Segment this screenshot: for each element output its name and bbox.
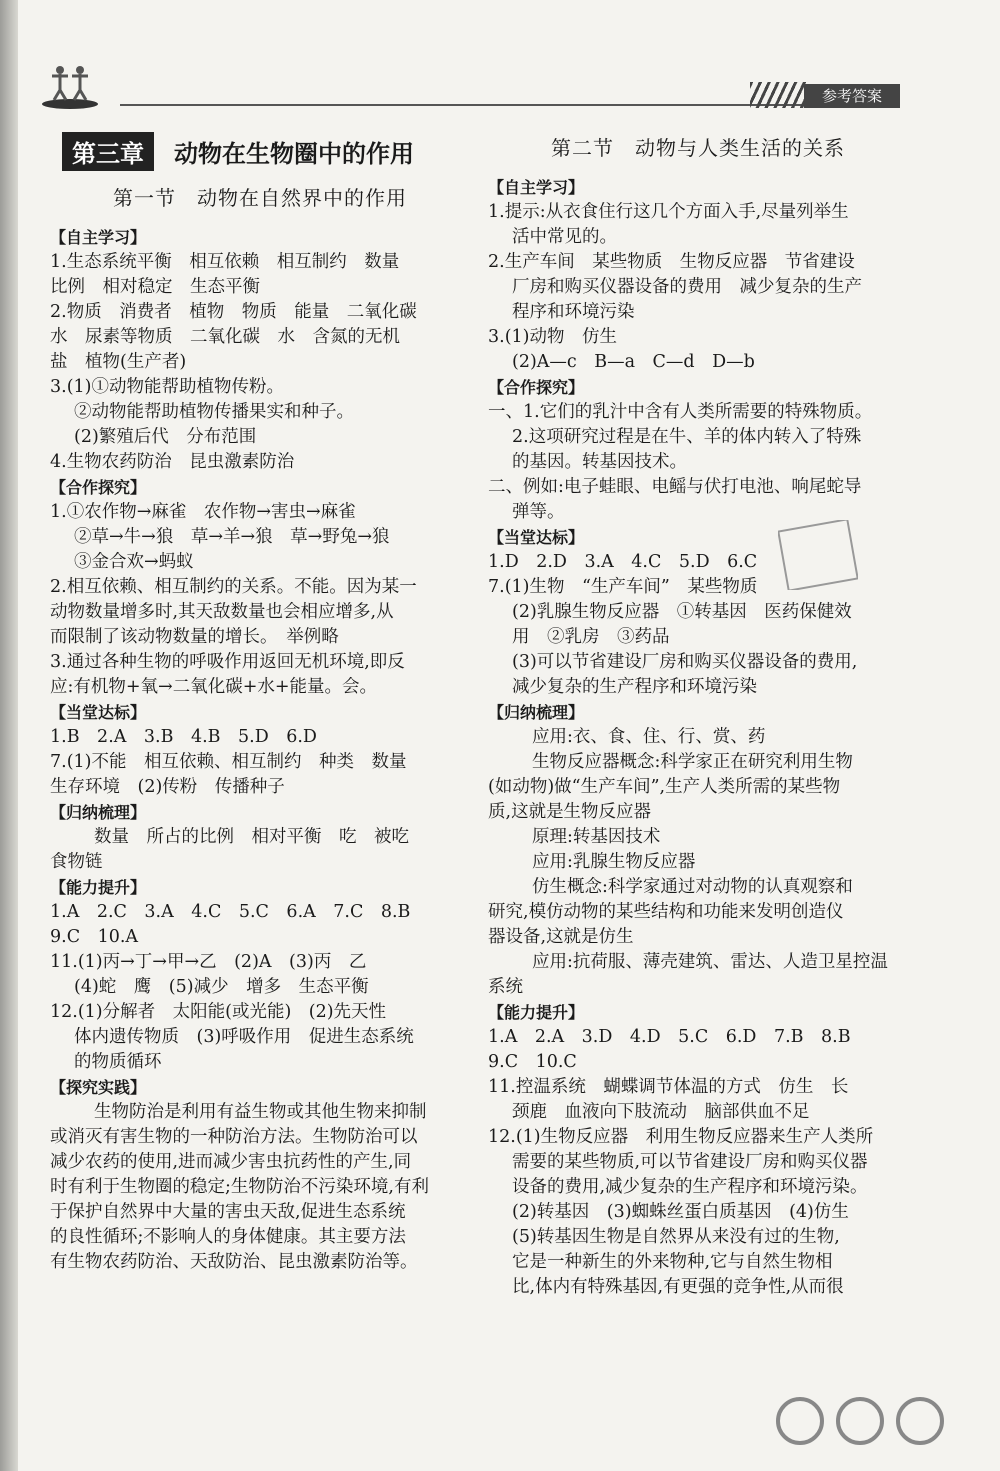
answer-line: ③金合欢→蚂蚁 [74,552,194,572]
answer-line: 2.生产车间 某些物质 生物反应器 节省建设 [488,252,855,272]
answer-line: ②草→牛→狼 草→羊→狼 草→野兔→狼 [74,527,390,547]
section-title: 第一节 动物在自然界中的作用 [113,186,407,210]
answer-line: 有生物农药防治、天敌防治、昆虫激素防治等。 [50,1252,418,1272]
answer-line: (2)繁殖后代 分布范围 [74,427,257,447]
answer-line: (3)可以节省建设厂房和购买仪器设备的费用, [512,652,858,672]
answer-line: 它是一种新生的外来物种,它与自然生物相 [512,1252,833,1272]
answer-line: (5)转基因生物是自然界从来没有过的生物, [512,1227,840,1247]
answer-line: (4)蛇 鹰 (5)减少 增多 生态平衡 [74,977,369,997]
header-stripes [750,82,810,108]
subsection-heading: 【自主学习】 [488,178,585,197]
answer-line: 比,体内有特殊基因,有更强的竞争性,从而很 [512,1277,844,1297]
answer-line: 而限制了该动物数量的增长。 举例略 [50,627,339,647]
answer-line: 研究,模仿动物的某些结构和功能来发明创造仪 [488,902,844,922]
answer-line: 应用:乳腺生物反应器 [532,852,696,872]
answer-line: 2.相互依赖、相互制约的关系。不能。因为某一 [50,577,417,597]
answer-line: 1.A 2.C 3.A 4.C 5.C 6.A 7.C 8.B [50,902,411,922]
chapter-title: 动物在生物圈中的作用 [174,139,414,168]
answer-line: 活中常见的。 [512,227,617,247]
homework-stamp-icon [778,520,858,590]
answer-line: 11.控温系统 蝴蝶调节体温的方式 仿生 长 [488,1077,849,1097]
subsection-heading: 【当堂达标】 [488,528,585,547]
subsection-heading: 【自主学习】 [50,228,147,247]
answer-line: 的基因。转基因技术。 [512,452,687,472]
answer-line: 减少农药的使用,进而减少害虫抗药性的产生,同 [50,1152,412,1172]
answer-line: 9.C 10.C [488,1052,577,1072]
answer-line: 用 ②乳房 ③药品 [512,627,670,647]
answer-line: 7.(1)不能 相互依赖、相互制约 种类 数量 [50,752,407,772]
chapter-number: 第三章 [62,132,154,171]
answer-line: 颈鹿 血液向下肢流动 脑部供血不足 [512,1102,810,1122]
subsection-heading: 【归纳梳理】 [50,803,147,822]
answer-line: 9.C 10.A [50,927,139,947]
answer-line: 原理:转基因技术 [532,827,661,847]
answer-line: 的物质循环 [74,1052,162,1072]
answer-line: 7.(1)生物 “生产车间” 某些物质 [488,577,758,597]
answer-line: 设备的费用,减少复杂的生产程序和环境污染。 [512,1177,868,1197]
answer-line: 于保护自然界中大量的害虫天敌,促进生态系统 [50,1202,406,1222]
right-column [488,128,908,1300]
answer-line: 二、例如:电子蛙眼、电鳐与伏打电池、响尾蛇导 [488,477,862,497]
header-rule [120,104,810,106]
answer-line: 1.D 2.D 3.A 4.C 5.D 6.C [488,552,758,572]
answer-line: 质,这就是生物反应器 [488,802,652,822]
answer-line: 应:有机物+氧→二氧化碳+水+能量。会。 [50,677,378,697]
answer-line: 1.生态系统平衡 相互依赖 相互制约 数量 [50,252,400,272]
subsection-heading: 【探究实践】 [50,1078,147,1097]
answer-line: 或消灭有害生物的一种防治方法。生物防治可以 [50,1127,418,1147]
answer-line: 4.生物农药防治 昆虫激素防治 [50,452,295,472]
answer-line: 水 尿素等物质 二氧化碳 水 含氮的无机 [50,327,400,347]
subsection-heading: 【能力提升】 [488,1003,585,1022]
subsection-heading: 【能力提升】 [50,878,147,897]
section-title: 第二节 动物与人类生活的关系 [551,136,845,160]
left-column [50,128,470,1275]
answer-line: 1.提示:从衣食住行这几个方面入手,尽量列举生 [488,202,849,222]
answer-line: 应用:抗荷服、薄壳建筑、雷达、人造卫星控温 [532,952,888,972]
answer-line: 1.B 2.A 3.B 4.B 5.D 6.D [50,727,317,747]
answer-line: 2.这项研究过程是在牛、羊的体内转入了特殊 [512,427,862,447]
page-header [40,60,900,115]
answer-line: 12.(1)分解者 太阳能(或光能) (2)先天性 [50,1002,387,1022]
watermark-icon [760,1391,980,1461]
answer-line: (如动物)做“生产车间”,生产人类所需的某些物 [488,777,841,797]
chapter-heading [62,132,470,170]
answer-line: 生存环境 (2)传粉 传播种子 [50,777,285,797]
subsection-heading: 【归纳梳理】 [488,703,585,722]
people-logo-icon [40,60,100,110]
answer-line: (2)转基因 (3)蜘蛛丝蛋白质基因 (4)仿生 [512,1202,849,1222]
answer-line: 弹等。 [512,502,565,522]
answer-line: 生物防治是利用有益生物或其他生物来抑制 [94,1102,427,1122]
answer-line: (2)乳腺生物反应器 ①转基因 医药保健效 [512,602,852,622]
answer-line: 3.(1)动物 仿生 [488,327,617,347]
answer-line: 应用:衣、食、住、行、赏、药 [532,727,766,747]
answer-line: 需要的某些物质,可以节省建设厂房和购买仪器 [512,1152,868,1172]
answer-line: 的良性循环;不影响人的身体健康。其主要方法 [50,1227,406,1247]
answer-line: 厂房和购买仪器设备的费用 减少复杂的生产 [512,277,862,297]
answer-tab: 参考答案 [804,84,900,108]
answer-line: 12.(1)生物反应器 利用生物反应器来生产人类所 [488,1127,874,1147]
subsection-heading: 【合作探究】 [50,478,147,497]
answer-line: ②动物能帮助植物传播果实和种子。 [74,402,354,422]
answer-line: 盐 植物(生产者) [50,352,187,372]
answer-line: 一、1.它们的乳汁中含有人类所需要的特殊物质。 [488,402,873,422]
answer-line: 仿生概念:科学家通过对动物的认真观察和 [532,877,853,897]
answer-line: (2)A—c B—a C—d D—b [512,352,755,372]
page-binding-edge [0,0,18,1471]
answer-line: 系统 [488,977,523,997]
answer-line: 1.①农作物→麻雀 农作物→害虫→麻雀 [50,502,356,522]
answer-line: 食物链 [50,852,103,872]
subsection-heading: 【合作探究】 [488,378,585,397]
answer-line: 1.A 2.A 3.D 4.D 5.C 6.D 7.B 8.B [488,1027,851,1047]
answer-line: 器设备,这就是仿生 [488,927,634,947]
answer-line: 程序和环境污染 [512,302,635,322]
answer-line: 3.通过各种生物的呼吸作用返回无机环境,即反 [50,652,405,672]
subsection-heading: 【当堂达标】 [50,703,147,722]
answer-line: 生物反应器概念:科学家正在研究利用生物 [532,752,853,772]
answer-line: 2.物质 消费者 植物 物质 能量 二氧化碳 [50,302,417,322]
answer-line: 减少复杂的生产程序和环境污染 [512,677,757,697]
answer-lines [50,225,470,1275]
answer-line: 时有利于生物圈的稳定;生物防治不污染环境,有利 [50,1177,429,1197]
answer-line: 3.(1)①动物能帮助植物传粉。 [50,377,284,397]
answer-line: 体内遗传物质 (3)呼吸作用 促进生态系统 [74,1027,414,1047]
answer-lines [488,175,908,1300]
answer-line: 比例 相对稳定 生态平衡 [50,277,260,297]
answer-line: 动物数量增多时,其天敌数量也会相应增多,从 [50,602,394,622]
answer-line: 数量 所占的比例 相对平衡 吃 被吃 [94,827,409,847]
answer-line: 11.(1)丙→丁→甲→乙 (2)A (3)丙 乙 [50,952,367,972]
